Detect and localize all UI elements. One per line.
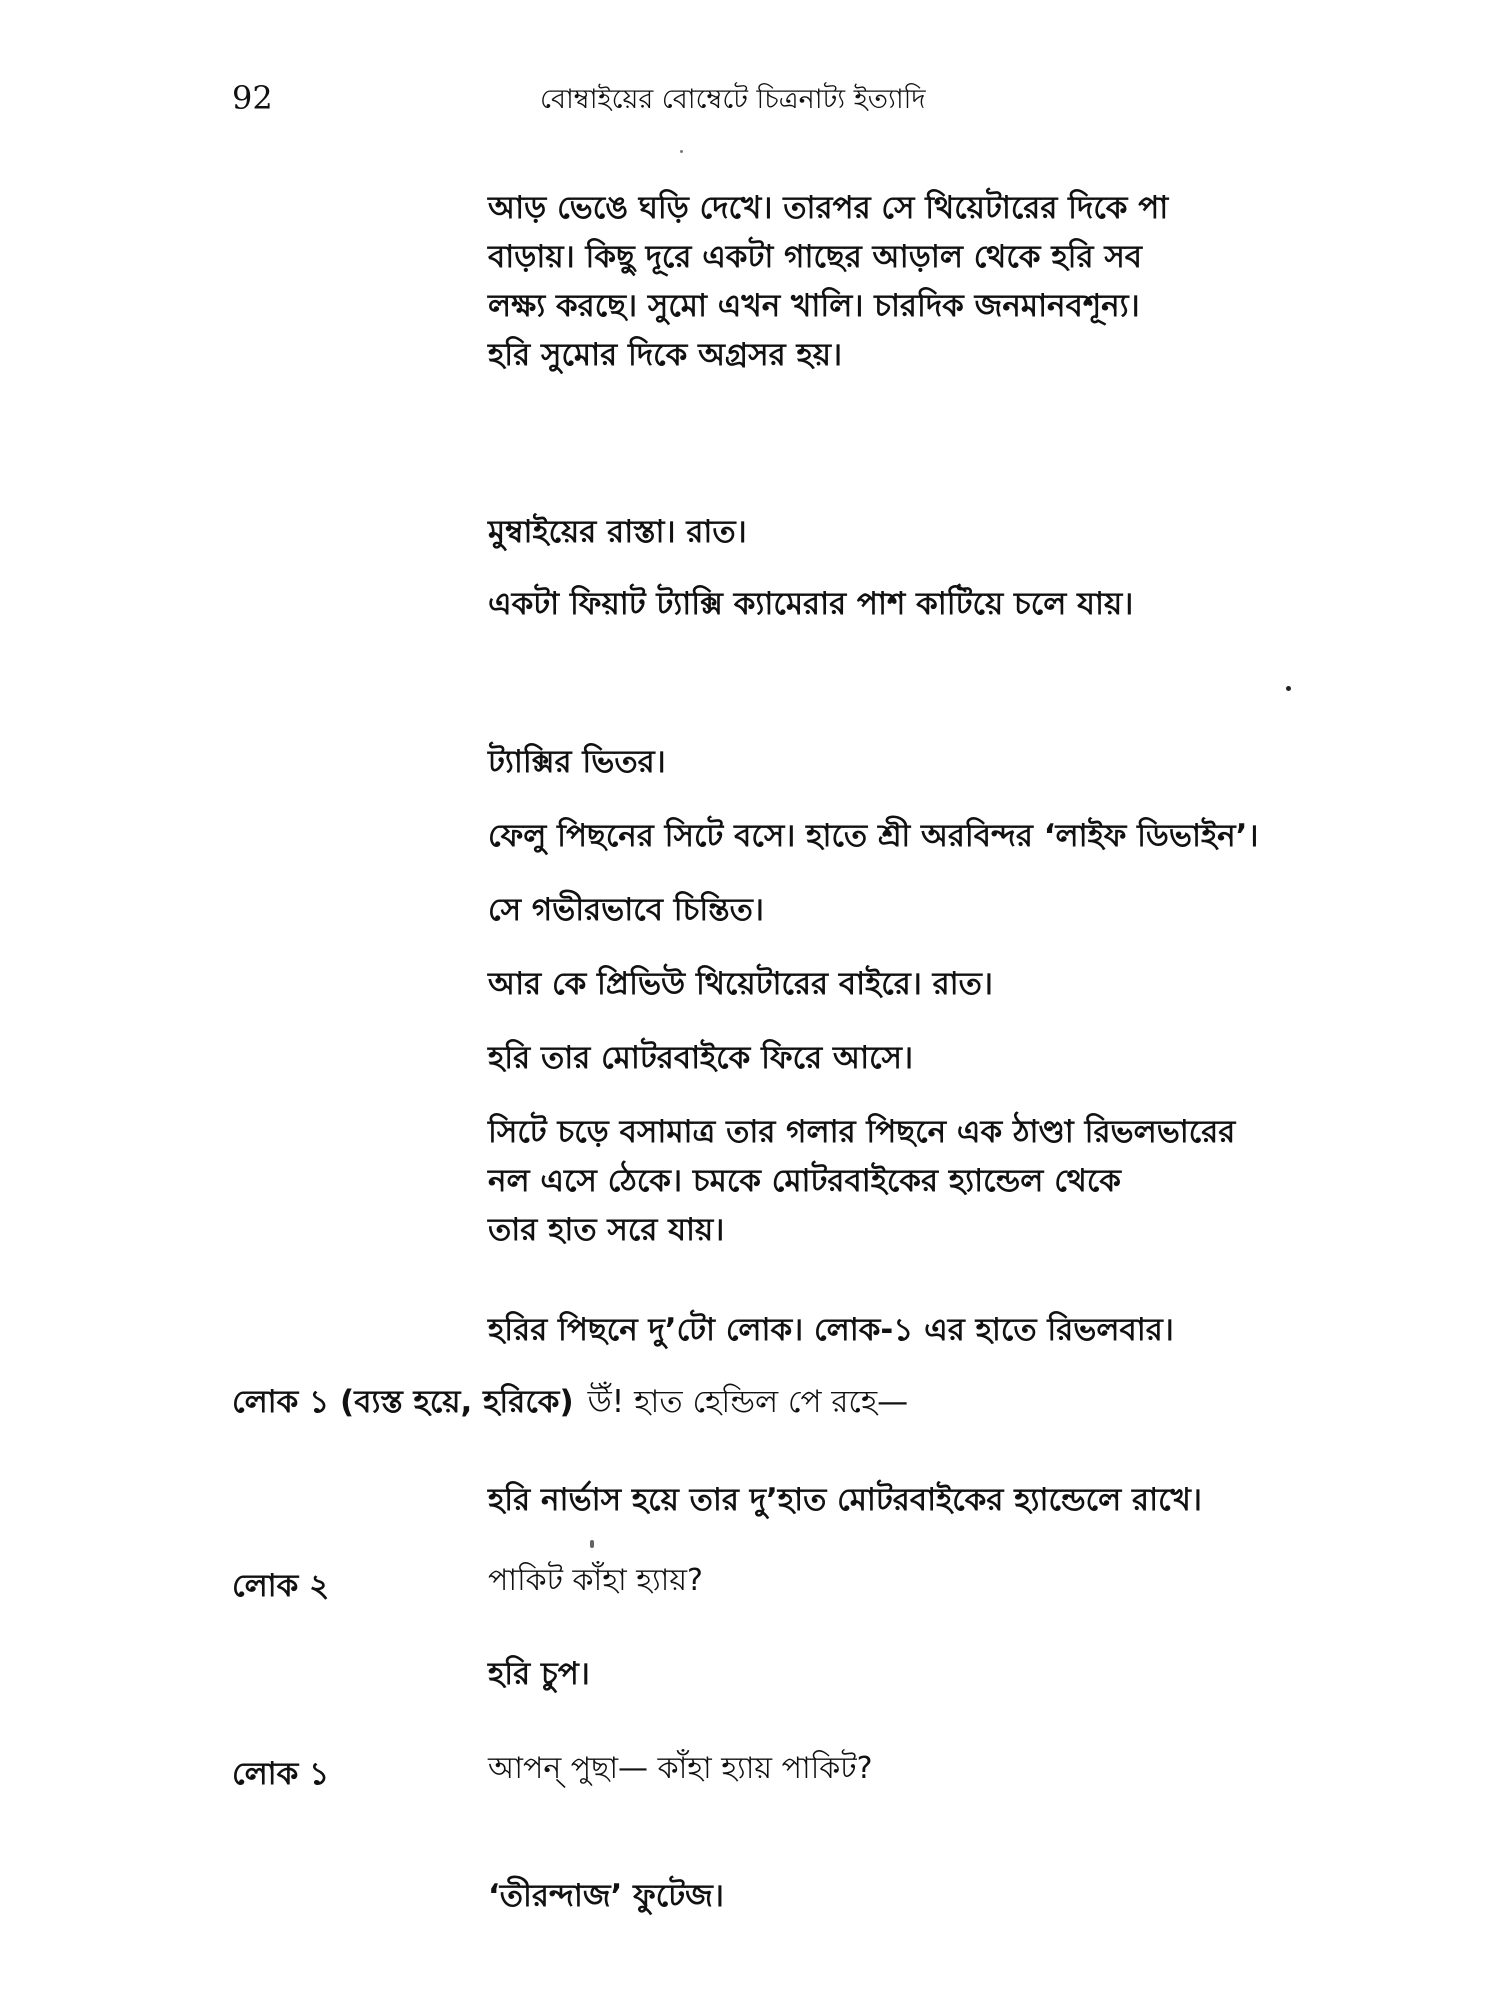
paragraph-taxi-passes: একটা ফিয়াট ট্যাক্সি ক্যামেরার পাশ কাটিয়ে চলে যায়। bbox=[488, 586, 1134, 622]
dialogue-2-text: পাকিট কাঁহা হ্যায়? bbox=[488, 1563, 703, 1598]
paragraph-1-line-2: বাড়ায়। কিছু দূরে একটা গাছের আড়াল থেকে হরি সব bbox=[488, 239, 1143, 275]
paragraph-1-line-4: হরি সুমোর দিকে অগ্রসর হয়। bbox=[488, 337, 843, 373]
scene-heading-taxi-inside: ট্যাক্সির ভিতর। bbox=[488, 744, 666, 780]
paragraph-felu-thinking: সে গভীরভাবে চিন্তিত। bbox=[488, 892, 764, 928]
paragraph-revolver bbox=[488, 1108, 1258, 1255]
paragraph-1-line-3: লক্ষ্য করছে। সুমো এখন খালি। চারদিক জনমানবশূন্য। bbox=[488, 288, 1140, 324]
scene-heading-theatre: আর কে প্রিভিউ থিয়েটারের বাইরে। রাত। bbox=[488, 966, 994, 1002]
paragraph-1 bbox=[488, 184, 1258, 380]
paragraph-hari-silent: হরি চুপ। bbox=[488, 1656, 590, 1692]
print-speck bbox=[1286, 686, 1291, 691]
dialogue-3-speaker: লোক ১ bbox=[232, 1756, 330, 1792]
paragraph-revolver-line-3: তার হাত সরে যায়। bbox=[488, 1212, 725, 1248]
page-number: 92 bbox=[232, 79, 273, 117]
dialogue-1-speaker: লোক ১ (ব্যস্ত হয়ে, হরিকে) bbox=[232, 1384, 574, 1420]
dialogue-2-speaker: লোক ২ bbox=[232, 1568, 330, 1604]
print-speck bbox=[680, 150, 683, 153]
paragraph-revolver-line-2: নল এসে ঠেকে। চমকে মোটরবাইকের হ্যান্ডেল থেকে bbox=[488, 1163, 1121, 1199]
dialogue-1 bbox=[232, 1378, 908, 1427]
paragraph-hands-on-handle: হরি নার্ভাস হয়ে তার দু’হাত মোটরবাইকের হ্যান্ডেলে রাখে। bbox=[488, 1482, 1202, 1518]
paragraph-two-men: হরির পিছনে দু’টো লোক। লোক-১ এর হাতে রিভলবার। bbox=[488, 1312, 1174, 1348]
print-speck bbox=[590, 1540, 594, 1548]
paragraph-footage: ‘তীরন্দাজ’ ফুটেজ। bbox=[488, 1878, 724, 1914]
paragraph-revolver-line-1: সিটে চড়ে বসামাত্র তার গলার পিছনে এক ঠাণ্ডা রিভলভারের bbox=[488, 1114, 1236, 1150]
paragraph-hari-returns: হরি তার মোটরবাইকে ফিরে আসে। bbox=[488, 1040, 914, 1076]
dialogue-1-text: উঁ! হাত হেন্ডিল পে রহে— bbox=[587, 1384, 909, 1420]
running-header: বোম্বাইয়ের বোম্বেটে চিত্রনাট্য ইত্যাদি bbox=[540, 84, 926, 115]
paragraph-1-line-1: আড় ভেঙে ঘড়ি দেখে। তারপর সে থিয়েটারের দিকে পা bbox=[488, 190, 1169, 226]
paragraph-felu-seat: ফেলু পিছনের সিটে বসে। হাতে শ্রী অরবিন্দর ‘লাইফ ডিভাইন’। bbox=[488, 818, 1259, 854]
dialogue-3-text: আপন্ পুছা— কাঁহা হ্যায় পাকিট? bbox=[488, 1751, 873, 1786]
scene-heading-street: মুম্বাইয়ের রাস্তা। রাত। bbox=[488, 514, 747, 550]
